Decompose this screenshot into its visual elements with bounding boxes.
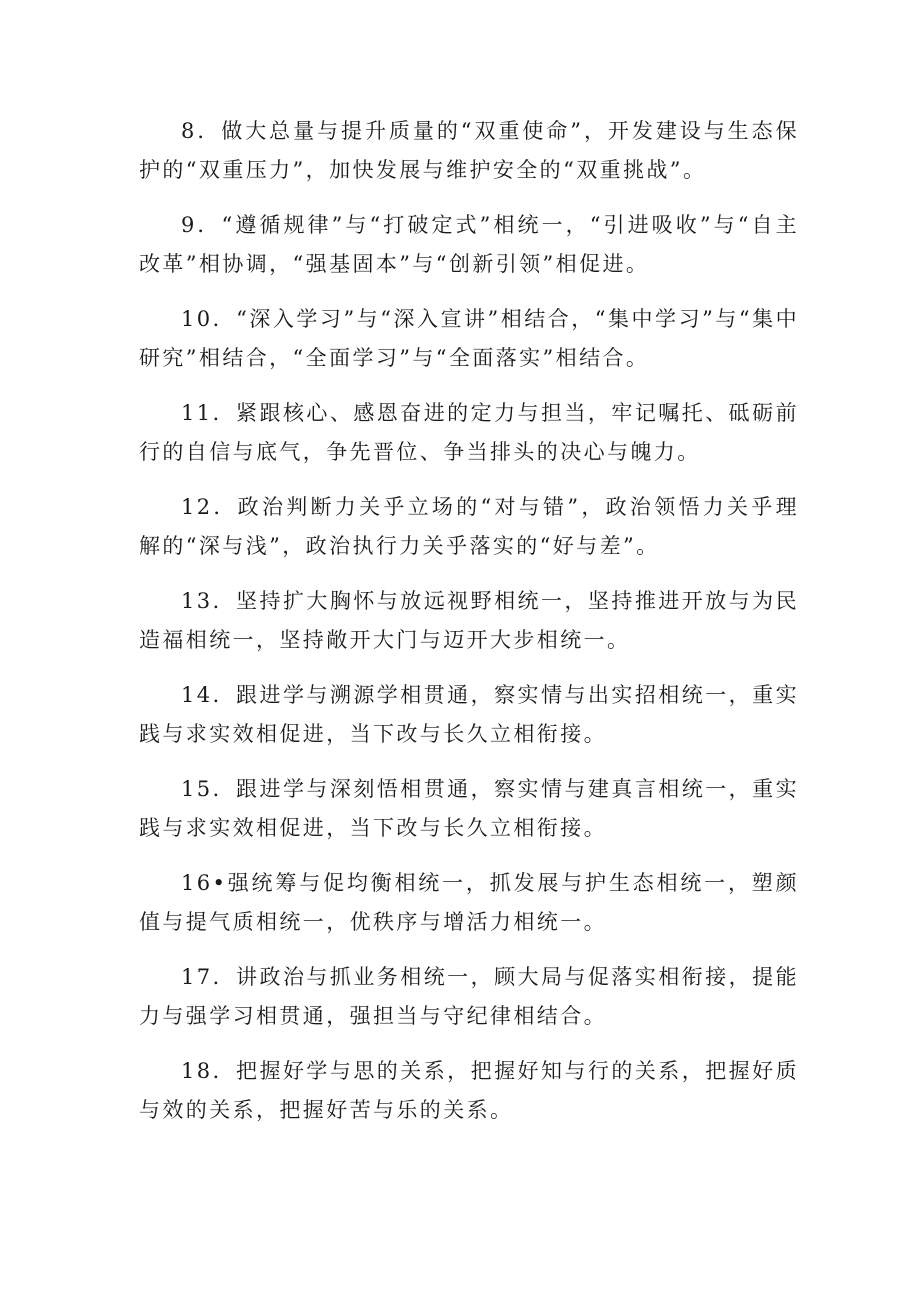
document-body <box>139 112 799 1146</box>
list-item-9: 9．“遵循规律”与“打破定式”相统一，“引进吸收”与“自主改革”相协调，“强基固本”与“创新引领”相促进。 <box>139 213 799 276</box>
list-item-14: 14．跟进学与溯源学相贯通，察实情与出实招相统一，重实践与求实效相促进，当下改与长久立相衔接。 <box>139 683 799 746</box>
list-item-15: 15．跟进学与深刻悟相贯通，察实情与建真言相统一，重实践与求实效相促进，当下改与长久立相衔接。 <box>139 777 799 840</box>
list-item-12: 12．政治判断力关乎立场的“对与错”，政治领悟力关乎理解的“深与浅”，政治执行力关乎落实的“好与差”。 <box>139 495 799 558</box>
list-item-10: 10．“深入学习”与“深入宣讲”相结合，“集中学习”与“集中研究”相结合，“全面学习”与“全面落实”相结合。 <box>139 307 799 370</box>
list-item-18: 18．把握好学与思的关系，把握好知与行的关系，把握好质与效的关系，把握好苦与乐的关系。 <box>139 1059 799 1122</box>
list-item-16: 16•强统筹与促均衡相统一，抓发展与护生态相统一，塑颜值与提气质相统一，优秩序与增活力相统一。 <box>139 871 799 934</box>
list-item-17: 17．讲政治与抓业务相统一，顾大局与促落实相衔接，提能力与强学习相贯通，强担当与守纪律相结合。 <box>139 965 799 1028</box>
list-item-11: 11．紧跟核心、感恩奋进的定力与担当，牢记嘱托、砥砺前行的自信与底气，争先晋位、争当排头的决心与魄力。 <box>139 401 799 464</box>
list-item-13: 13．坚持扩大胸怀与放远视野相统一，坚持推进开放与为民造福相统一，坚持敞开大门与迈开大步相统一。 <box>139 589 799 652</box>
list-item-8: 8．做大总量与提升质量的“双重使命”，开发建设与生态保护的“双重压力”，加快发展与维护安全的“双重挑战”。 <box>139 119 799 182</box>
